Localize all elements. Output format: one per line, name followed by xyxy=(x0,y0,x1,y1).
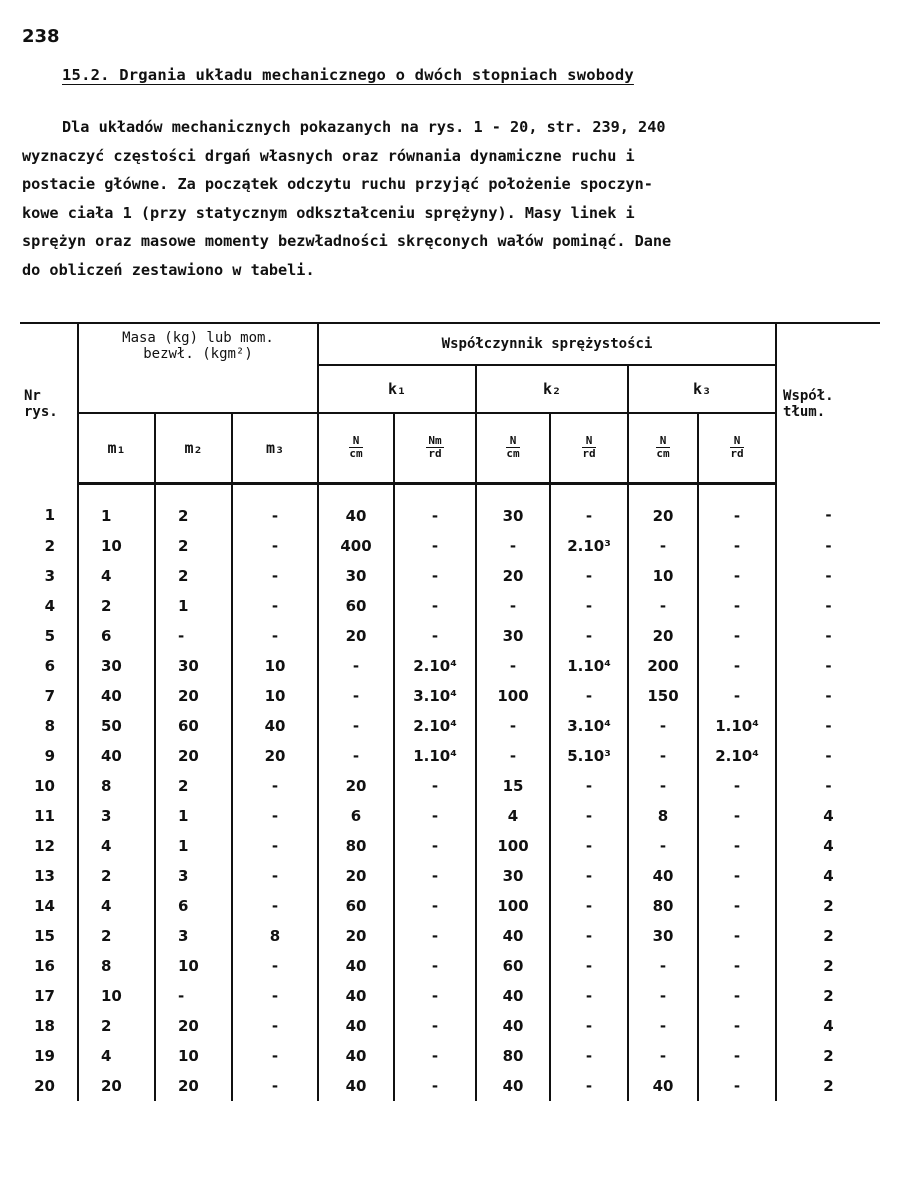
table-cell: 40 xyxy=(232,711,318,741)
table-cell: 3.10⁴ xyxy=(394,681,476,711)
table-cell: - xyxy=(232,591,318,621)
table-cell: - xyxy=(550,1071,628,1101)
table-cell: - xyxy=(394,561,476,591)
table-cell: 8 xyxy=(232,921,318,951)
table-cell: 40 xyxy=(318,951,394,981)
header-k3: k₃ xyxy=(628,365,776,413)
header-wsp-sprezystosci: Współczynnik sprężystości xyxy=(318,323,776,365)
table-cell: - xyxy=(550,891,628,921)
table-cell: 20 xyxy=(318,621,394,651)
table-cell: - xyxy=(628,531,698,561)
table-cell: - xyxy=(550,921,628,951)
table-cell: - xyxy=(698,591,776,621)
table-cell: - xyxy=(550,771,628,801)
data-table-wrapper xyxy=(20,322,880,1101)
table-cell: - xyxy=(318,741,394,771)
table-cell: 30 xyxy=(78,651,155,681)
table-cell: 10 xyxy=(78,981,155,1011)
table-cell: 2 xyxy=(155,771,232,801)
table-cell: - xyxy=(698,921,776,951)
table-cell: 1.10⁴ xyxy=(698,711,776,741)
table-cell: 30 xyxy=(155,651,232,681)
row-number-cell: 6 xyxy=(44,657,55,675)
table-cell: 20 xyxy=(155,681,232,711)
table-cell: 2 xyxy=(776,951,880,981)
table-row xyxy=(20,621,880,651)
table-cell: 20 xyxy=(318,861,394,891)
row-number-cell: 11 xyxy=(34,807,55,825)
table-cell: 60 xyxy=(476,951,550,981)
table-cell: - xyxy=(318,711,394,741)
table-cell: - xyxy=(550,561,628,591)
table-cell: 40 xyxy=(476,921,550,951)
table-cell: - xyxy=(476,531,550,561)
table-row xyxy=(20,741,880,771)
table-row xyxy=(20,831,880,861)
table-cell: 10 xyxy=(628,561,698,591)
unit-k3-n-rd xyxy=(698,413,776,484)
page-number: 238 xyxy=(22,26,60,47)
table-cell: 40 xyxy=(318,1041,394,1071)
unit-num: Nm xyxy=(428,434,442,447)
table-row xyxy=(20,681,880,711)
table-cell: - xyxy=(394,484,476,532)
table-cell: - xyxy=(628,1011,698,1041)
table-cell: 40 xyxy=(476,981,550,1011)
table-row xyxy=(20,1041,880,1071)
table-cell: 80 xyxy=(476,1041,550,1071)
table-cell: 2 xyxy=(78,921,155,951)
table-cell: 6 xyxy=(78,621,155,651)
unit-den: cm xyxy=(506,447,520,460)
row-number-cell: 2 xyxy=(44,537,55,555)
table-cell: 3.10⁴ xyxy=(550,711,628,741)
table-cell: - xyxy=(550,484,628,532)
unit-num: N xyxy=(656,435,669,448)
table-cell: - xyxy=(776,621,880,651)
table-cell: 400 xyxy=(318,531,394,561)
table-cell: - xyxy=(394,801,476,831)
table-cell: - xyxy=(776,741,880,771)
table-cell: 5.10³ xyxy=(550,741,628,771)
table-row xyxy=(20,891,880,921)
table-cell: 2 xyxy=(78,861,155,891)
table-cell: 2.10⁴ xyxy=(394,711,476,741)
table-cell: 2.10⁴ xyxy=(698,741,776,771)
header-k1: k₁ xyxy=(318,365,476,413)
table-cell: - xyxy=(698,981,776,1011)
table-cell: 30 xyxy=(476,484,550,532)
table-cell: - xyxy=(394,591,476,621)
table-cell: 10 xyxy=(232,681,318,711)
table-cell: 60 xyxy=(155,711,232,741)
intro-line: wyznaczyć częstości drgań własnych oraz równania dynamiczne ruchu i xyxy=(22,146,635,165)
table-row xyxy=(20,711,880,741)
table-cell: - xyxy=(698,484,776,532)
unit-num: N xyxy=(582,435,595,448)
table-cell: 60 xyxy=(318,891,394,921)
table-cell: - xyxy=(776,681,880,711)
table-cell: 10 xyxy=(155,1041,232,1071)
header-masa xyxy=(78,323,318,413)
table-body xyxy=(20,484,880,1102)
unit-k3-n-cm xyxy=(628,413,698,484)
table-cell: - xyxy=(698,561,776,591)
table-cell: - xyxy=(698,831,776,861)
table-cell: 2 xyxy=(776,981,880,1011)
table-cell: 20 xyxy=(232,741,318,771)
table-cell: 4 xyxy=(776,1011,880,1041)
header-wsp-tlumienia: Współ. tłum. xyxy=(776,323,880,484)
table-cell: 20 xyxy=(628,484,698,532)
table-cell: - xyxy=(550,861,628,891)
table-cell: 100 xyxy=(476,831,550,861)
table-cell: - xyxy=(318,651,394,681)
table-cell: 2 xyxy=(78,1011,155,1041)
table-cell: - xyxy=(628,741,698,771)
table-cell: - xyxy=(550,951,628,981)
table-cell: 20 xyxy=(78,1071,155,1101)
row-number-cell: 18 xyxy=(34,1017,55,1035)
intro-paragraph xyxy=(22,113,882,285)
table-cell: - xyxy=(698,1071,776,1101)
table-cell: - xyxy=(232,1071,318,1101)
table-cell: 1.10⁴ xyxy=(394,741,476,771)
table-cell: 2 xyxy=(155,561,232,591)
table-cell: 10 xyxy=(155,951,232,981)
table-cell: - xyxy=(698,861,776,891)
table-cell: - xyxy=(628,831,698,861)
table-cell: - xyxy=(232,771,318,801)
table-cell: - xyxy=(232,801,318,831)
table-cell: 40 xyxy=(318,981,394,1011)
table-cell: 8 xyxy=(628,801,698,831)
table-cell: 80 xyxy=(318,831,394,861)
table-cell: 4 xyxy=(776,861,880,891)
table-cell: 2 xyxy=(776,891,880,921)
unit-num: N xyxy=(349,435,362,448)
table-cell: 30 xyxy=(628,921,698,951)
table-cell: - xyxy=(155,981,232,1011)
table-cell: - xyxy=(232,1041,318,1071)
data-table xyxy=(20,322,880,1101)
table-cell: 3 xyxy=(155,921,232,951)
table-cell: - xyxy=(394,1041,476,1071)
table-cell: - xyxy=(776,531,880,561)
table-cell: 40 xyxy=(78,741,155,771)
table-row xyxy=(20,861,880,891)
table-cell: - xyxy=(476,591,550,621)
table-cell: - xyxy=(776,484,880,532)
table-cell: 80 xyxy=(628,891,698,921)
unit-den: rd xyxy=(730,447,744,460)
table-cell: 1 xyxy=(155,831,232,861)
table-cell: 40 xyxy=(476,1071,550,1101)
table-cell: - xyxy=(628,711,698,741)
table-row xyxy=(20,1011,880,1041)
table-cell: - xyxy=(394,1011,476,1041)
table-cell: - xyxy=(628,981,698,1011)
table-cell: 6 xyxy=(318,801,394,831)
intro-line: Dla układów mechanicznych pokazanych na rys. 1 - 20, str. 239, 240 xyxy=(62,118,666,136)
table-cell: 40 xyxy=(628,1071,698,1101)
table-cell: - xyxy=(698,1041,776,1071)
table-cell: 2 xyxy=(155,531,232,561)
table-row xyxy=(20,951,880,981)
table-cell: - xyxy=(232,891,318,921)
row-number-cell: 12 xyxy=(34,837,55,855)
header-masa-line2: bezwł. (kgm²) xyxy=(143,346,253,362)
table-cell: 2 xyxy=(78,591,155,621)
table-cell: - xyxy=(155,621,232,651)
table-cell: 10 xyxy=(78,531,155,561)
table-cell: - xyxy=(698,531,776,561)
row-number-cell: 8 xyxy=(44,717,55,735)
row-number-cell: 5 xyxy=(44,627,55,645)
table-cell: - xyxy=(394,921,476,951)
unit-den: cm xyxy=(349,447,363,460)
table-cell: 2 xyxy=(155,484,232,532)
row-number-cell: 14 xyxy=(34,897,55,915)
table-cell: 4 xyxy=(476,801,550,831)
table-cell: 3 xyxy=(78,801,155,831)
table-row xyxy=(20,651,880,681)
table-cell: 200 xyxy=(628,651,698,681)
table-cell: - xyxy=(550,831,628,861)
table-cell: - xyxy=(698,951,776,981)
intro-line: postacie główne. Za początek odczytu ruchu przyjąć położenie spoczyn- xyxy=(22,175,653,194)
table-cell: 8 xyxy=(78,771,155,801)
table-cell: - xyxy=(394,1071,476,1101)
table-cell: - xyxy=(550,981,628,1011)
table-cell: - xyxy=(776,591,880,621)
table-cell: - xyxy=(550,621,628,651)
table-cell: - xyxy=(776,651,880,681)
header-k2: k₂ xyxy=(476,365,628,413)
table-cell: 3 xyxy=(155,861,232,891)
section-heading: 15.2. Drgania układu mechanicznego o dwóch stopniach swobody xyxy=(62,66,634,84)
table-row xyxy=(20,561,880,591)
table-cell: - xyxy=(550,591,628,621)
table-row xyxy=(20,1071,880,1101)
table-row xyxy=(20,981,880,1011)
table-cell: - xyxy=(628,951,698,981)
header-m3: m₃ xyxy=(232,413,318,484)
table-cell: 20 xyxy=(628,621,698,651)
table-cell: 6 xyxy=(155,891,232,921)
row-number-cell: 13 xyxy=(34,867,55,885)
unit-den: rd xyxy=(428,447,442,460)
unit-den: rd xyxy=(582,447,596,460)
table-cell: - xyxy=(550,801,628,831)
table-cell: - xyxy=(394,831,476,861)
table-cell: 30 xyxy=(476,621,550,651)
table-cell: 8 xyxy=(78,951,155,981)
table-cell: 4 xyxy=(776,801,880,831)
header-m1: m₁ xyxy=(78,413,155,484)
table-row xyxy=(20,591,880,621)
row-number-cell: 1 xyxy=(44,506,55,525)
table-cell: - xyxy=(476,711,550,741)
table-cell: - xyxy=(232,861,318,891)
row-number-cell: 4 xyxy=(44,597,55,615)
unit-num: N xyxy=(506,435,519,448)
unit-k2-n-cm xyxy=(476,413,550,484)
table-cell: 40 xyxy=(318,484,394,532)
unit-k2-n-rd xyxy=(550,413,628,484)
intro-line: sprężyn oraz masowe momenty bezwładności skręconych wałów pominąć. Dane xyxy=(22,232,672,251)
table-cell: 60 xyxy=(318,591,394,621)
table-cell: 2 xyxy=(776,921,880,951)
table-cell: 40 xyxy=(476,1011,550,1041)
table-cell: 10 xyxy=(232,651,318,681)
header-m2: m₂ xyxy=(155,413,232,484)
table-cell: - xyxy=(394,771,476,801)
table-cell: 50 xyxy=(78,711,155,741)
row-number-cell: 10 xyxy=(34,777,55,795)
unit-den: cm xyxy=(656,447,670,460)
unit-k1-n-cm xyxy=(318,413,394,484)
table-cell: - xyxy=(476,651,550,681)
table-row xyxy=(20,484,880,532)
table-cell: 150 xyxy=(628,681,698,711)
row-number-cell: 3 xyxy=(44,567,55,585)
table-cell: - xyxy=(628,1041,698,1071)
table-cell: - xyxy=(318,681,394,711)
table-cell: - xyxy=(232,621,318,651)
table-cell: - xyxy=(394,621,476,651)
table-cell: 40 xyxy=(78,681,155,711)
table-cell: 40 xyxy=(318,1011,394,1041)
table-cell: - xyxy=(550,681,628,711)
table-cell: 20 xyxy=(318,921,394,951)
table-cell: - xyxy=(232,1011,318,1041)
table-cell: 40 xyxy=(318,1071,394,1101)
row-number-cell: 9 xyxy=(44,747,55,765)
table-cell: 2.10³ xyxy=(550,531,628,561)
table-cell: 20 xyxy=(155,1011,232,1041)
table-cell: 2.10⁴ xyxy=(394,651,476,681)
table-cell: - xyxy=(628,771,698,801)
table-cell: - xyxy=(698,681,776,711)
row-number-cell: 17 xyxy=(34,987,55,1005)
row-number-cell: 20 xyxy=(34,1077,55,1095)
table-cell: 20 xyxy=(476,561,550,591)
unit-k1-nm-rd xyxy=(394,413,476,484)
header-nr: Nr rys. xyxy=(20,323,78,484)
table-row xyxy=(20,921,880,951)
table-cell: 4 xyxy=(78,561,155,591)
table-cell: - xyxy=(394,981,476,1011)
table-cell: 30 xyxy=(318,561,394,591)
table-cell: 30 xyxy=(476,861,550,891)
row-number-cell: 16 xyxy=(34,957,55,975)
table-cell: 20 xyxy=(155,1071,232,1101)
table-cell: 100 xyxy=(476,681,550,711)
header-masa-line1: Masa (kg) lub mom. xyxy=(122,330,274,346)
table-cell: 100 xyxy=(476,891,550,921)
intro-line: do obliczeń zestawiono w tabeli. xyxy=(22,260,315,279)
row-number-cell: 15 xyxy=(34,927,55,945)
table-cell: - xyxy=(776,711,880,741)
table-cell: - xyxy=(394,861,476,891)
table-cell: - xyxy=(698,651,776,681)
table-cell: - xyxy=(476,741,550,771)
table-cell: - xyxy=(550,1041,628,1071)
table-cell: - xyxy=(232,561,318,591)
table-cell: 40 xyxy=(628,861,698,891)
table-cell: 1 xyxy=(155,801,232,831)
table-cell: - xyxy=(232,951,318,981)
table-cell: 4 xyxy=(78,831,155,861)
table-cell: 1 xyxy=(155,591,232,621)
table-cell: 4 xyxy=(78,1041,155,1071)
table-cell: - xyxy=(394,531,476,561)
table-cell: - xyxy=(232,831,318,861)
table-row xyxy=(20,771,880,801)
row-number-cell: 19 xyxy=(34,1047,55,1065)
table-cell: 4 xyxy=(776,831,880,861)
table-row xyxy=(20,531,880,561)
table-cell: 2 xyxy=(776,1071,880,1101)
table-cell: 2 xyxy=(776,1041,880,1071)
table-cell: - xyxy=(232,531,318,561)
table-row xyxy=(20,801,880,831)
table-cell: - xyxy=(698,1011,776,1041)
table-cell: - xyxy=(628,591,698,621)
intro-line: kowe ciała 1 (przy statycznym odkształceniu sprężyny). Masy linek i xyxy=(22,203,635,222)
row-number-cell: 7 xyxy=(44,687,55,705)
table-cell: - xyxy=(776,561,880,591)
table-cell: - xyxy=(698,771,776,801)
table-cell: 1 xyxy=(78,484,155,532)
table-cell: - xyxy=(698,891,776,921)
table-cell: - xyxy=(698,621,776,651)
table-cell: 20 xyxy=(155,741,232,771)
table-cell: 15 xyxy=(476,771,550,801)
table-cell: - xyxy=(776,771,880,801)
table-cell: - xyxy=(232,981,318,1011)
unit-num: N xyxy=(730,435,743,448)
table-cell: - xyxy=(394,951,476,981)
table-cell: - xyxy=(394,891,476,921)
table-cell: - xyxy=(232,484,318,532)
table-cell: 4 xyxy=(78,891,155,921)
table-cell: 1.10⁴ xyxy=(550,651,628,681)
table-cell: - xyxy=(550,1011,628,1041)
table-cell: - xyxy=(698,801,776,831)
table-cell: 20 xyxy=(318,771,394,801)
